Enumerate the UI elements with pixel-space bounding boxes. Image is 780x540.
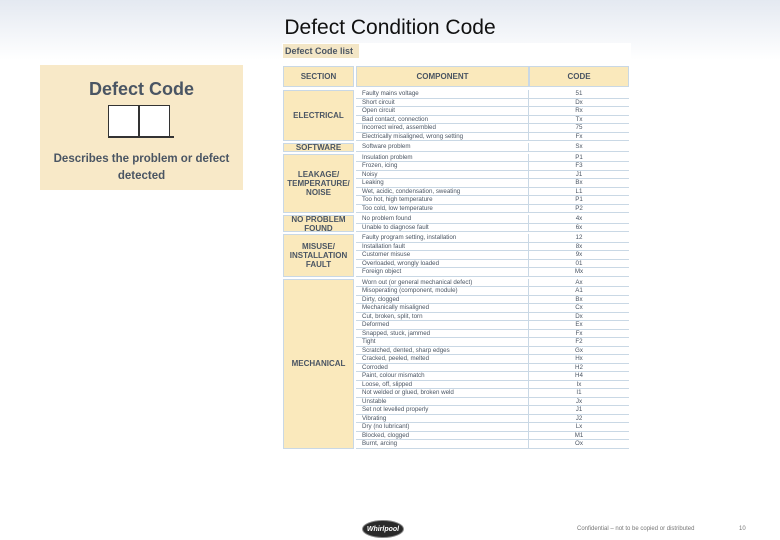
section-rows xyxy=(356,90,629,141)
table-row xyxy=(356,99,629,108)
component-cell: Too cold, low temperature xyxy=(356,205,529,213)
table-row xyxy=(356,215,629,224)
code-cell: Bx xyxy=(575,295,583,303)
whirlpool-logo: Whirlpool xyxy=(362,520,404,538)
code-cell: L1 xyxy=(575,187,583,195)
header-component: COMPONENT xyxy=(356,66,529,87)
component-cell: Blocked, clogged xyxy=(356,432,529,440)
component-cell: Mechanically misaligned xyxy=(356,304,529,312)
component-cell: Set not levelled properly xyxy=(356,406,529,414)
component-cell: Insulation problem xyxy=(356,154,529,162)
component-cell: Not welded or glued, broken weld xyxy=(356,389,529,397)
section-rows xyxy=(356,279,629,449)
component-cell: Overloaded, wrongly loaded xyxy=(356,260,529,268)
section-rows xyxy=(356,234,629,277)
table-row xyxy=(356,330,629,339)
code-box-underline xyxy=(108,136,174,138)
table-row xyxy=(356,124,629,133)
component-cell: Snapped, stuck, jammed xyxy=(356,330,529,338)
code-cell: 12 xyxy=(575,234,583,241)
code-cell: F3 xyxy=(575,162,583,169)
component-cell: Customer misuse xyxy=(356,251,529,259)
table-row xyxy=(356,179,629,188)
code-cell: P2 xyxy=(575,204,583,212)
code-cell: H2 xyxy=(575,363,583,371)
component-cell: Misoperating (component, module) xyxy=(356,287,529,295)
code-cell: Bx xyxy=(575,179,583,186)
code-cell: Cx xyxy=(575,304,583,311)
component-cell: Too hot, high temperature xyxy=(356,196,529,204)
code-cell: Mx xyxy=(574,268,584,275)
code-box-1 xyxy=(108,105,139,138)
component-cell: Scratched, dented, sharp edges xyxy=(356,347,529,355)
component-cell: No problem found xyxy=(356,215,529,223)
table-row xyxy=(356,296,629,305)
component-cell: Corroded xyxy=(356,364,529,372)
code-cell: P1 xyxy=(575,196,583,203)
code-cell: Jx xyxy=(575,397,583,405)
code-cell: Hx xyxy=(575,355,583,362)
table-row xyxy=(356,313,629,322)
component-cell: Electrically misaligned, wrong setting xyxy=(356,133,529,141)
code-cell: J1 xyxy=(575,406,583,413)
code-cell: M1 xyxy=(574,431,584,439)
section-rows xyxy=(356,154,629,214)
component-cell: Dry (no lubricant) xyxy=(356,423,529,431)
component-cell: Unstable xyxy=(356,398,529,406)
component-cell: Software problem xyxy=(356,143,529,151)
table-row xyxy=(356,287,629,296)
code-cell: Tx xyxy=(575,115,583,123)
component-cell: Wet, acidic, condensation, sweating xyxy=(356,188,529,196)
code-cell: I1 xyxy=(576,389,582,396)
section-label: LEAKAGE/ TEMPERATURE/ NOISE xyxy=(283,154,354,214)
confidential-note: Confidential – not to be copied or distributed xyxy=(577,526,695,532)
table-row xyxy=(356,133,629,142)
table-row xyxy=(356,268,629,277)
component-cell: Installation fault xyxy=(356,243,529,251)
table-row xyxy=(356,440,629,449)
component-cell: Noisy xyxy=(356,171,529,179)
table-row xyxy=(356,234,629,243)
table-row xyxy=(356,251,629,260)
defect-code-list xyxy=(282,43,631,509)
table-row xyxy=(356,347,629,356)
code-cell: 75 xyxy=(575,124,583,131)
card-title: Defect Code xyxy=(88,79,195,99)
component-cell: Cut, broken, split, torn xyxy=(356,313,529,321)
table-row xyxy=(356,423,629,432)
component-cell: Leaking xyxy=(356,179,529,187)
header-section: SECTION xyxy=(283,66,354,87)
table-row xyxy=(356,406,629,415)
page-number: 10 xyxy=(739,526,746,532)
component-cell: Loose, off, slipped xyxy=(356,381,529,389)
table-row xyxy=(356,415,629,424)
component-cell: Frozen, icing xyxy=(356,162,529,170)
table-row xyxy=(356,279,629,288)
table-row xyxy=(356,171,629,180)
component-cell: Worn out (or general mechanical defect) xyxy=(356,279,529,287)
table-row xyxy=(356,364,629,373)
code-cell: H4 xyxy=(575,372,583,379)
code-boxes xyxy=(108,105,174,139)
code-cell: Gx xyxy=(575,346,583,354)
table-row xyxy=(356,372,629,381)
table-row xyxy=(356,143,629,152)
component-cell: Dirty, clogged xyxy=(356,296,529,304)
code-cell: Ex xyxy=(575,321,583,328)
code-cell: Dx xyxy=(575,312,583,320)
component-cell: Bad contact, connection xyxy=(356,116,529,124)
table-row xyxy=(356,304,629,313)
code-cell: J2 xyxy=(575,414,583,422)
doc-title: Defect Code list xyxy=(283,44,359,58)
table-row xyxy=(356,321,629,330)
component-cell: Foreign object xyxy=(356,268,529,276)
code-cell: P1 xyxy=(575,153,583,161)
code-cell: Ox xyxy=(575,440,583,447)
component-cell: Tight xyxy=(356,338,529,346)
table-row xyxy=(356,243,629,252)
code-box-2 xyxy=(139,105,170,138)
table-row xyxy=(356,355,629,364)
table-row xyxy=(356,338,629,347)
component-cell: Burnt, arcing xyxy=(356,440,529,448)
component-cell: Short circuit xyxy=(356,99,529,107)
code-cell: F2 xyxy=(575,338,583,345)
component-cell: Vibrating xyxy=(356,415,529,423)
table-row xyxy=(356,196,629,205)
code-cell: Fx xyxy=(575,132,583,140)
section-label: ELECTRICAL xyxy=(283,90,354,141)
code-cell: Fx xyxy=(575,329,583,337)
code-cell: Sx xyxy=(575,143,583,150)
section-rows xyxy=(356,215,629,232)
slide-title: Defect Condition Code xyxy=(284,16,496,39)
code-cell: Ix xyxy=(576,380,582,388)
table-row xyxy=(356,116,629,125)
component-cell: Faulty mains voltage xyxy=(356,90,529,98)
table-row xyxy=(356,381,629,390)
component-cell: Incorrect wired, assembled xyxy=(356,124,529,132)
section-label: MECHANICAL xyxy=(283,279,354,449)
section-label: MISUSE/ INSTALLATION FAULT xyxy=(283,234,354,277)
component-cell: Unable to diagnose fault xyxy=(356,224,529,232)
table-row xyxy=(356,205,629,214)
table-row xyxy=(356,389,629,398)
table-row xyxy=(356,432,629,441)
component-cell: Faulty program setting, installation xyxy=(356,234,529,242)
code-cell: Lx xyxy=(575,423,583,430)
component-cell: Open circuit xyxy=(356,107,529,115)
code-cell: J1 xyxy=(575,170,583,178)
section-rows xyxy=(356,143,629,152)
component-cell: Deformed xyxy=(356,321,529,329)
defect-code-card xyxy=(40,65,243,190)
section-label: SOFTWARE xyxy=(283,143,354,152)
code-cell: Rx xyxy=(575,107,583,114)
table-row xyxy=(356,107,629,116)
table-row xyxy=(356,260,629,269)
table-row xyxy=(356,90,629,99)
code-cell: 51 xyxy=(575,90,583,97)
header-code: CODE xyxy=(529,66,629,87)
code-cell: A1 xyxy=(575,287,583,294)
code-cell: Dx xyxy=(575,98,583,106)
table-row xyxy=(356,188,629,197)
code-cell: 6x xyxy=(575,223,583,231)
card-description: Describes the problem or defect detected xyxy=(53,153,230,182)
section-label: NO PROBLEM FOUND xyxy=(283,215,354,232)
code-cell: 4x xyxy=(575,215,583,222)
code-cell: 01 xyxy=(575,259,583,267)
table-row xyxy=(356,224,629,233)
table-row xyxy=(356,154,629,163)
component-cell: Cracked, peeled, melted xyxy=(356,355,529,363)
code-cell: 9x xyxy=(575,251,583,258)
code-cell: Ax xyxy=(575,278,583,286)
table-row xyxy=(356,162,629,171)
component-cell: Paint, colour mismatch xyxy=(356,372,529,380)
code-cell: 8x xyxy=(575,242,583,250)
table-row xyxy=(356,398,629,407)
